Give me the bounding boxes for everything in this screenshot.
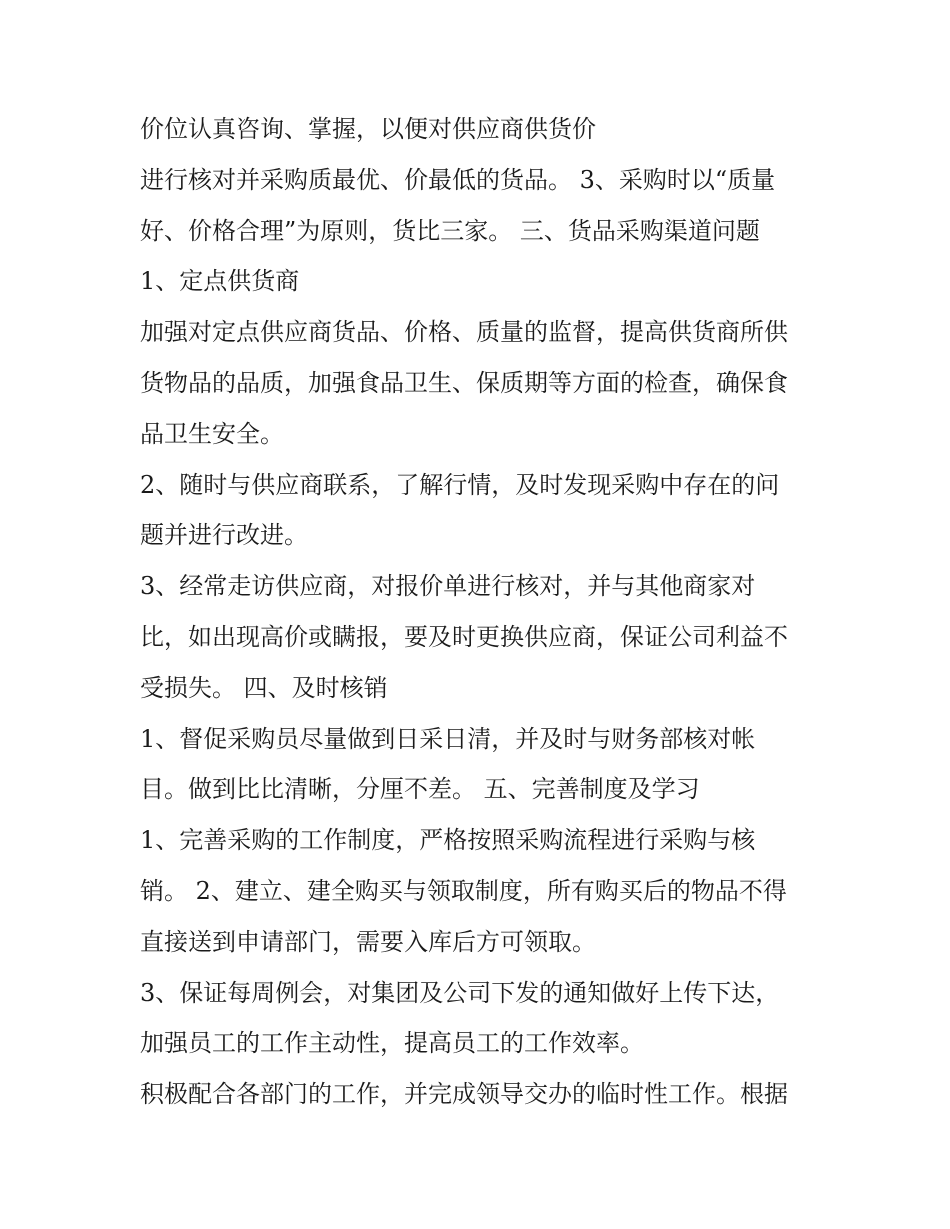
text-line: 2、随时与供应商联系，了解行情，及时发现采购中存在的问 [140,470,780,499]
text-line: 货物品的品质，加强食品卫生、保质期等方面的检查，确保食 [140,368,788,397]
text-line: 加强员工的工作主动性，提高员工的工作效率。 [140,1029,644,1058]
text-line: 品卫生安全。 [140,419,284,448]
text-line: 3、保证每周例会，对集团及公司下发的通知做好上传下达， [140,978,780,1007]
text-line: 目。做到比比清晰，分厘不差。 五、完善制度及学习 [140,775,700,804]
text-line: 1、督促采购员尽量做到日采日清，并及时与财务部核对帐 [140,724,756,753]
text-line: 进行核对并采购质最优、价最低的货品。 3、采购时以“质量 [140,165,776,194]
text-line: 直接送到申请部门，需要入库后方可领取。 [140,927,596,956]
text-line: 受损失。 四、及时核销 [140,673,388,702]
text-line: 价位认真咨询、掌握，以便对供应商供货价 [140,115,596,143]
text-line: 1、完善采购的工作制度，严格按照采购流程进行采购与核 [140,826,756,855]
text-line: 比，如出现高价或瞒报，要及时更换供应商，保证公司利益不 [140,622,788,651]
text-line: 加强对定点供应商货品、价格、质量的监督，提高供货商所供 [140,318,788,347]
text-line: 题并进行改进。 [140,521,308,550]
text-line: 销。 2、建立、建全购买与领取制度，所有购买后的物品不得 [140,876,787,905]
body-text [140,104,830,1120]
text-line: 好、价格合理”为原则，货比三家。 三、货品采购渠道问题 [140,216,760,245]
text-line: 3、经常走访供应商，对报价单进行核对，并与其他商家对 [140,572,756,601]
text-line: 1、定点供货商 [140,267,300,296]
text-line: 积极配合各部门的工作，并完成领导交办的临时性工作。根据 [140,1080,788,1109]
